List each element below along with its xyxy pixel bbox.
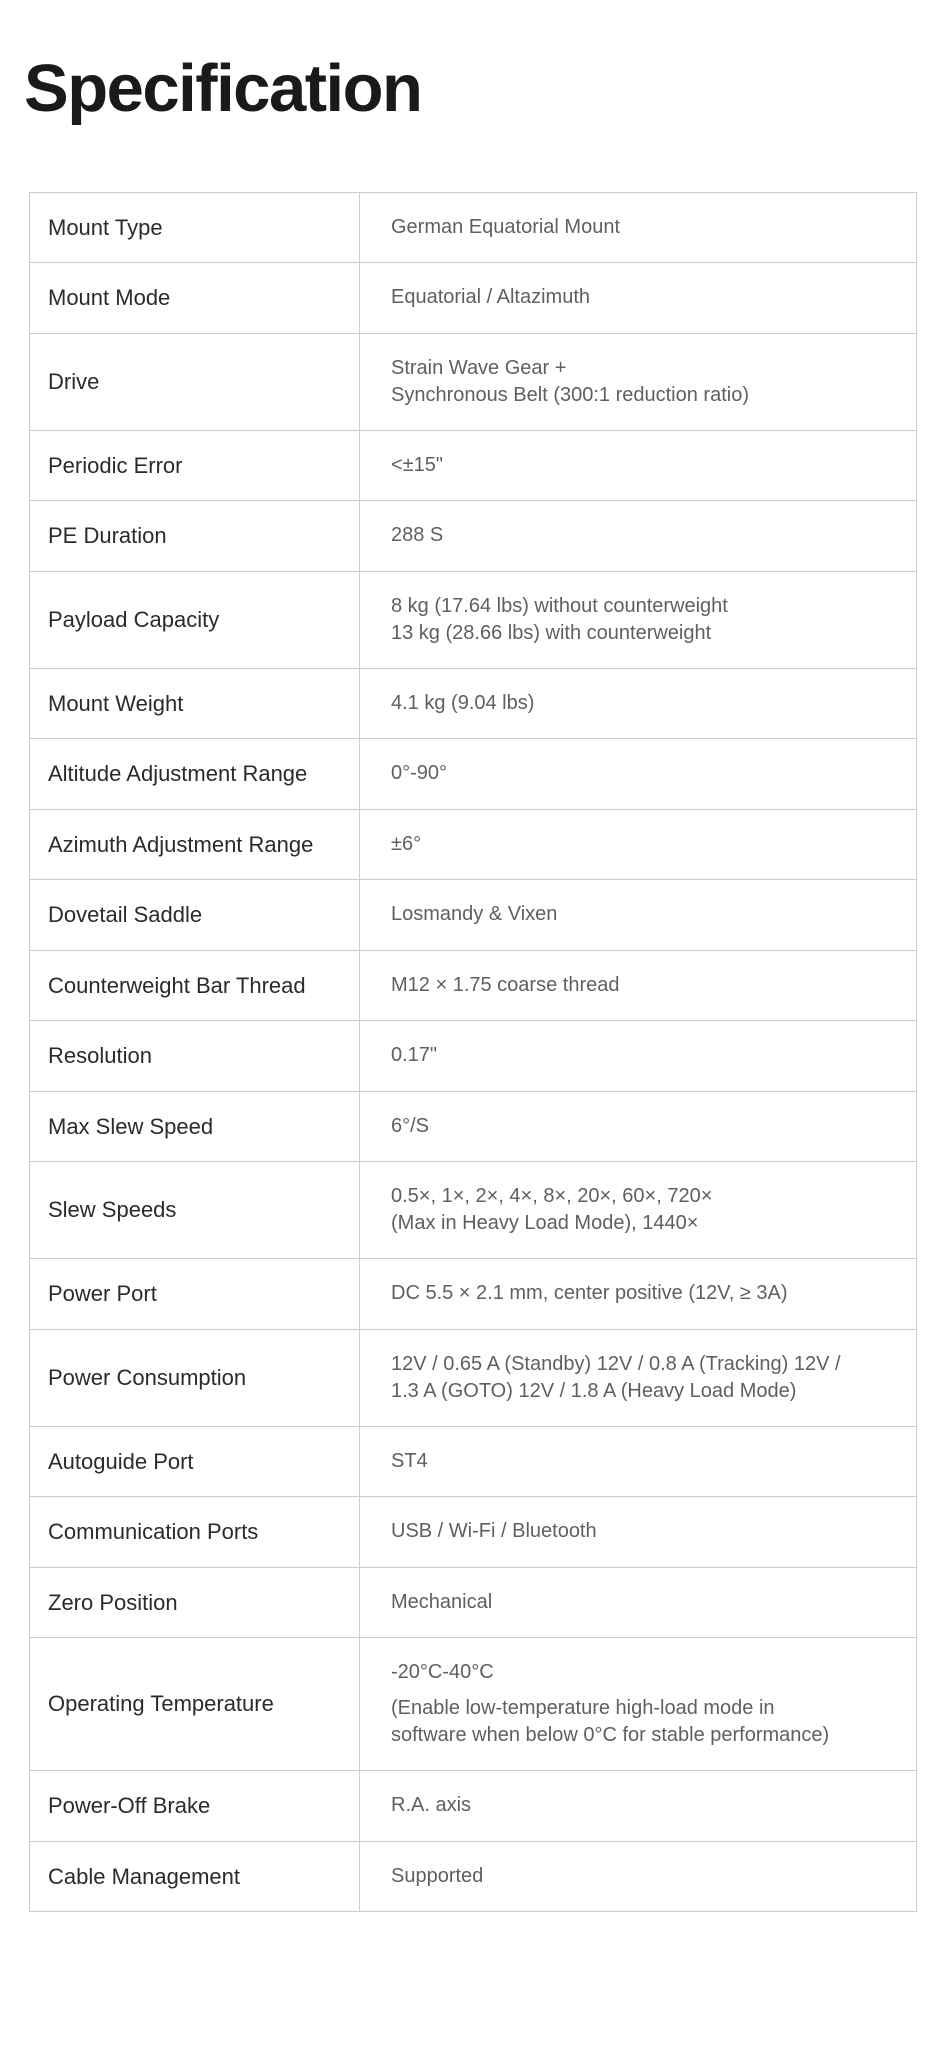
spec-row <box>30 809 916 880</box>
spec-label: Resolution <box>30 1021 360 1091</box>
spec-value <box>360 1427 916 1497</box>
spec-value-paragraph: <±15" <box>391 453 444 476</box>
spec-value <box>360 951 916 1021</box>
spec-row <box>30 1637 916 1770</box>
spec-value <box>360 334 916 430</box>
spec-row <box>30 879 916 950</box>
spec-row <box>30 668 916 739</box>
spec-value <box>360 1021 916 1091</box>
spec-row <box>30 1770 916 1841</box>
spec-value-paragraph: M12 × 1.75 coarse thread <box>391 973 620 996</box>
spec-label: PE Duration <box>30 501 360 571</box>
spec-value <box>360 572 916 668</box>
spec-label: Power-Off Brake <box>30 1771 360 1841</box>
spec-value-paragraph: USB / Wi-Fi / Bluetooth <box>391 1520 597 1543</box>
spec-row <box>30 1161 916 1258</box>
spec-label: Zero Position <box>30 1568 360 1638</box>
spec-row <box>30 1426 916 1497</box>
spec-value <box>360 501 916 571</box>
spec-row <box>30 1329 916 1426</box>
spec-value-paragraph: 288 S <box>391 524 444 547</box>
spec-row <box>30 738 916 809</box>
spec-row <box>30 333 916 430</box>
page-title: Specification <box>24 51 422 126</box>
spec-label: Dovetail Saddle <box>30 880 360 950</box>
spec-label: Drive <box>30 334 360 430</box>
spec-label: Power Consumption <box>30 1330 360 1426</box>
spec-value <box>360 263 916 333</box>
spec-label: Power Port <box>30 1259 360 1329</box>
spec-label: Azimuth Adjustment Range <box>30 810 360 880</box>
spec-label: Mount Weight <box>30 669 360 739</box>
spec-value <box>360 431 916 501</box>
spec-label: Slew Speeds <box>30 1162 360 1258</box>
spec-row <box>30 193 916 263</box>
spec-value <box>360 1162 916 1258</box>
spec-value-paragraph: Supported <box>391 1864 484 1887</box>
spec-label: Payload Capacity <box>30 572 360 668</box>
spec-label: Altitude Adjustment Range <box>30 739 360 809</box>
spec-label: Mount Type <box>30 193 360 263</box>
spec-value <box>360 1842 916 1912</box>
spec-label: Max Slew Speed <box>30 1092 360 1162</box>
spec-value-paragraph: 12V / 0.65 A (Standby) 12V / 0.8 A (Tracking) 12V / 1.3 A (GOTO) 12V / 1.8 A (Heavy Load Mode) <box>391 1352 841 1402</box>
spec-value-paragraph: 6°/S <box>391 1114 430 1137</box>
spec-row <box>30 1567 916 1638</box>
spec-row <box>30 1091 916 1162</box>
spec-row <box>30 430 916 501</box>
spec-value-paragraph: ST4 <box>391 1449 428 1472</box>
spec-value-paragraph: 0.5×, 1×, 2×, 4×, 8×, 20×, 60×, 720× (Max in Heavy Load Mode), 1440× <box>391 1185 713 1235</box>
spec-value <box>360 1638 916 1770</box>
spec-row <box>30 262 916 333</box>
spec-label: Communication Ports <box>30 1497 360 1567</box>
spec-value-paragraph: Equatorial / Altazimuth <box>391 286 590 309</box>
spec-value <box>360 193 916 263</box>
spec-value <box>360 1092 916 1162</box>
spec-value-paragraph: 8 kg (17.64 lbs) without counterweight 13 kg (28.66 lbs) with counterweight <box>391 594 728 644</box>
spec-row <box>30 1496 916 1567</box>
spec-value-paragraph: R.A. axis <box>391 1794 472 1817</box>
spec-value-paragraph: 4.1 kg (9.04 lbs) <box>391 691 535 714</box>
spec-value <box>360 1568 916 1638</box>
spec-value <box>360 1497 916 1567</box>
spec-row <box>30 1020 916 1091</box>
spec-value <box>360 1259 916 1329</box>
spec-row <box>30 1841 916 1912</box>
specification-table <box>29 192 917 1913</box>
spec-value <box>360 810 916 880</box>
spec-value <box>360 669 916 739</box>
spec-label: Operating Temperature <box>30 1638 360 1770</box>
spec-label: Cable Management <box>30 1842 360 1912</box>
spec-label: Periodic Error <box>30 431 360 501</box>
spec-value-paragraph: Strain Wave Gear + Synchronous Belt (300:1 reduction ratio) <box>391 356 749 406</box>
spec-label: Mount Mode <box>30 263 360 333</box>
spec-value <box>360 880 916 950</box>
spec-label: Counterweight Bar Thread <box>30 951 360 1021</box>
spec-value <box>360 1330 916 1426</box>
spec-value-paragraph: -20°C-40°C <box>391 1661 494 1684</box>
spec-row <box>30 1258 916 1329</box>
spec-row <box>30 950 916 1021</box>
spec-value-paragraph: ±6° <box>391 832 422 855</box>
spec-value-paragraph: 0°-90° <box>391 762 448 785</box>
spec-value-paragraph: German Equatorial Mount <box>391 215 621 238</box>
spec-value-paragraph: DC 5.5 × 2.1 mm, center positive (12V, ≥ 3A) <box>391 1282 788 1305</box>
spec-value-paragraph: (Enable low-temperature high-load mode in software when below 0°C for stable performance) <box>391 1697 830 1747</box>
spec-value <box>360 739 916 809</box>
spec-label: Autoguide Port <box>30 1427 360 1497</box>
spec-value-paragraph: 0.17" <box>391 1044 438 1067</box>
spec-row <box>30 571 916 668</box>
spec-value-paragraph: Mechanical <box>391 1590 493 1613</box>
spec-value-paragraph: Losmandy & Vixen <box>391 903 558 926</box>
spec-row <box>30 500 916 571</box>
spec-value <box>360 1771 916 1841</box>
